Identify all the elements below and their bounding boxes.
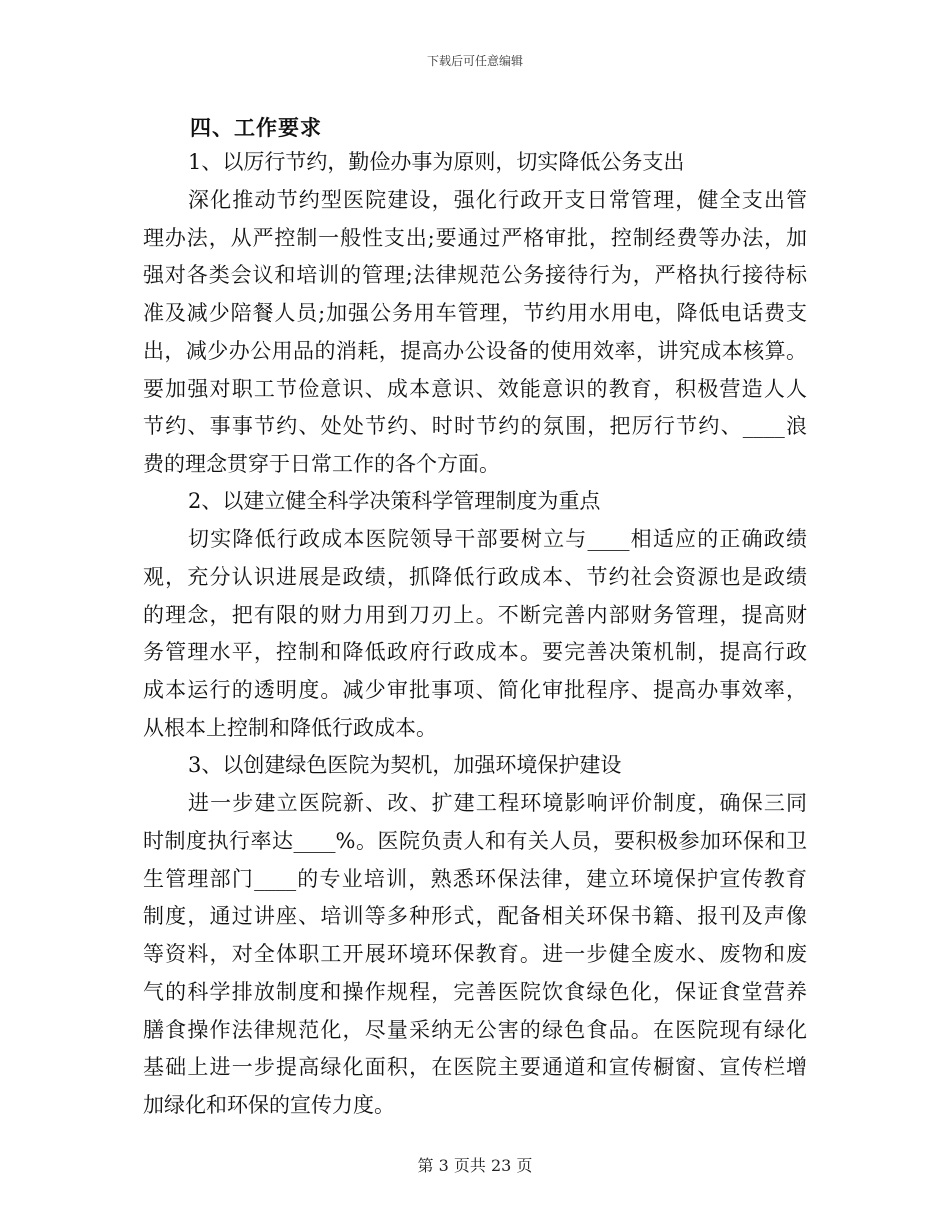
item-1-line: 准及减少陪餐人员;加强公务用车管理，节约用水用电，降低电话费支	[143, 301, 807, 325]
item-2-line: 成本运行的透明度。减少审批事项、简化审批程序、提高办事效率，	[143, 678, 807, 702]
item-3-line: 等资料，对全体职工开展环境环保教育。进一步健全废水、废物和废	[143, 942, 807, 966]
item-2-line: 切实降低行政成本医院领导干部要树立与____相适应的正确政绩	[188, 527, 807, 551]
section-heading: 四、工作要求	[190, 115, 322, 140]
item-2-line: 务管理水平，控制和降低政府行政成本。要完善决策机制，提高行政	[143, 640, 807, 664]
item-3-line: 基础上进一步提高绿化面积，在医院主要通道和宣传橱窗、宣传栏增	[143, 1055, 807, 1079]
item-2-line: 的理念，把有限的财力用到刀刃上。不断完善内部财务管理，提高财	[143, 603, 807, 627]
item-2-heading: 2、以建立健全科学决策科学管理制度为重点	[188, 489, 601, 513]
item-3-line: 时制度执行率达____%。医院负责人和有关人员，要积极参加环保和卫	[143, 829, 807, 853]
item-3-line: 制度，通过讲座、培训等多种形式，配备相关环保书籍、报刊及声像	[143, 904, 807, 928]
item-1-line: 深化推动节约型医院建设，强化行政开支日常管理，健全支出管	[188, 188, 807, 212]
item-1-heading: 1、以厉行节约，勤俭办事为原则，切实降低公务支出	[188, 150, 685, 174]
item-2-line: 从根本上控制和降低行政成本。	[143, 716, 437, 740]
item-2-line: 观，充分认识进展是政绩，抓降低行政成本、节约社会资源也是政绩	[143, 565, 807, 589]
item-1-line: 节约、事事节约、处处节约、时时节约的氛围，把厉行节约、____浪	[143, 414, 807, 438]
item-1-line: 费的理念贯穿于日常工作的各个方面。	[143, 452, 500, 476]
item-1-line: 理办法，从严控制一般性支出;要通过严格审批，控制经费等办法，加	[143, 226, 807, 250]
item-3-line: 膳食操作法律规范化，尽量采纳无公害的绿色食品。在医院现有绿化	[143, 1018, 807, 1042]
header-note: 下载后可任意编辑	[426, 54, 523, 68]
item-3-line: 气的科学排放制度和操作规程，完善医院饮食绿色化，保证食堂营养	[143, 980, 807, 1004]
item-3-line: 进一步建立医院新、改、扩建工程环境影响评价制度，确保三同	[188, 791, 807, 815]
page-footer: 第 3 页共 23 页	[417, 1156, 533, 1175]
item-3-heading: 3、以创建绿色医院为契机，加强环境保护建设	[188, 753, 622, 777]
item-1-line: 要加强对职工节俭意识、成本意识、效能意识的教育，积极营造人人	[143, 377, 807, 401]
item-3-line: 加绿化和环保的宣传力度。	[143, 1093, 395, 1117]
item-1-line: 出，减少办公用品的消耗，提高办公设备的使用效率，讲究成本核算。	[143, 339, 807, 363]
item-3-line: 生管理部门____的专业培训，熟悉环保法律，建立环境保护宣传教育	[143, 867, 807, 891]
item-1-line: 强对各类会议和培训的管理;法律规范公务接待行为，严格执行接待标	[143, 263, 807, 287]
